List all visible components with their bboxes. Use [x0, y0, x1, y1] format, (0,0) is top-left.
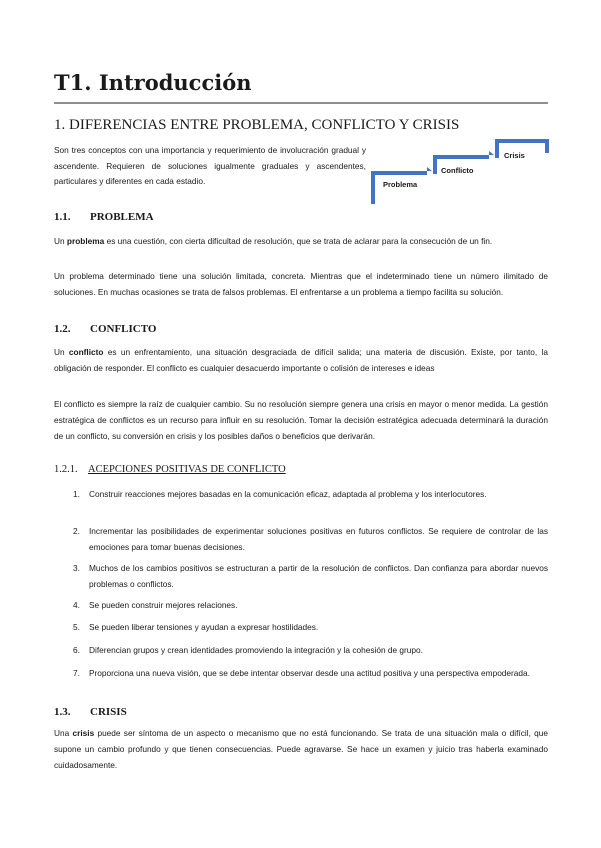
section-heading-problema: [54, 211, 154, 223]
list-number: 1.: [73, 489, 80, 499]
list-number: 7.: [73, 668, 80, 678]
list-number: 2.: [73, 526, 80, 536]
section-title: CRISIS: [90, 706, 127, 718]
conflicto-paragraph-2: El conflicto es siempre la raíz de cualquier cambio. Su no resolución siempre genera una crisis en mayor o menor medida. La gestión estratégica de conflictos es un recurso para influir en su resolución. Tomar la decisión estratégica adecuada determinará la duración de un conflicto, su conversión en crisis y los posibles daños o beneficios que derivarán.: [54, 399, 548, 442]
list-number: 5.: [73, 622, 80, 632]
problema-paragraph-1: [54, 233, 548, 249]
crisis-paragraph-1: [54, 725, 548, 774]
list-text: Se pueden liberar tensiones y ayudan a expresar hostilidades.: [89, 622, 319, 632]
text-run: es un enfrentamiento, una situación desgraciada de difícil salida; una materia de discusión. Existe, por tanto, la obligación de responder. El conflicto es cualquier desacuerdo importante o colisión de intereses e ideas: [54, 347, 548, 374]
title-divider: [54, 102, 548, 104]
diagram-label-crisis: Crisis: [504, 151, 525, 160]
section-title: ACEPCIONES POSITIVAS DE CONFLICTO: [88, 464, 286, 475]
section-title: PROBLEMA: [90, 211, 154, 223]
text-run: puede ser síntoma de un aspecto o mecanismo que no está funcionando. Se trata de una situación mala o difícil, que supone un cambio profundo y que tienen consecuencias. Puede agravarse. Se hace un examen y juicio tras haberla examinado cuidadosamente.: [54, 728, 548, 771]
list-text: Muchos de los cambios positivos se estructuran a partir de la resolución de conflictos. Dan confianza para abordar nuevos problemas o conflictos.: [89, 563, 548, 589]
conflicto-paragraph-1: [54, 344, 548, 376]
section-number: 1.3.: [54, 706, 71, 718]
problema-paragraph-2: Un problema determinado tiene una solución limitada, concreta. Mientras que el indeterminado tiene un número ilimitado de soluciones. En muchas ocasiones se trata de falsos problemas. El enfrentarse a un problema a tiempo facilita su solución.: [54, 271, 548, 298]
list-number: 6.: [73, 645, 80, 655]
section-number: 1.2.1.: [54, 464, 78, 475]
section-heading-1: 1. DIFERENCIAS ENTRE PROBLEMA, CONFLICTO Y CRISIS: [54, 117, 460, 133]
list-number: 3.: [73, 563, 80, 573]
term-conflicto: conflicto: [68, 347, 104, 357]
diagram-label-problema: Problema: [383, 180, 418, 189]
list-text: Proporciona una nueva visión, que se debe intentar observar desde una actitud positiva y una perspectiva empoderada.: [89, 668, 530, 678]
page-title: T1. Introducción: [54, 70, 252, 95]
list-text: Se pueden construir mejores relaciones.: [89, 600, 238, 610]
section-number: 1.2.: [54, 323, 71, 335]
list-text: Diferencian grupos y crean identidades promoviendo la integración y la cohesión de grupo.: [89, 645, 423, 655]
list-number: 4.: [73, 600, 80, 610]
intro-paragraph: Son tres conceptos con una importancia y requerimiento de involucración gradual y ascendente. Requieren de soluciones igualmente graduales y ascendentes, particulares y diferentes en cada estadio.: [54, 145, 366, 187]
text-run: Una: [54, 728, 73, 738]
section-title: CONFLICTO: [90, 323, 157, 335]
section-number: 1.1.: [54, 211, 71, 223]
list-text: Construir reacciones mejores basadas en la comunicación eficaz, adaptada al problema y los interlocutores.: [89, 489, 487, 499]
section-heading-conflicto: [54, 323, 156, 335]
text-run: Un: [54, 236, 67, 246]
term-problema: problema: [66, 236, 105, 246]
section-heading-acepciones: [54, 464, 286, 475]
staircase-diagram: [371, 139, 551, 205]
diagram-label-conflicto: Conflicto: [441, 166, 474, 175]
stair-step-crisis: [495, 139, 549, 160]
stair-step-conflicto: [433, 151, 494, 175]
stair-step-problema: [371, 167, 432, 204]
text-run: Un: [54, 347, 69, 357]
text-run: es una cuestión, con cierta dificultad de resolución, que se trata de aclarar para la consecución de un fin.: [104, 236, 493, 246]
term-crisis: crisis: [72, 728, 95, 738]
list-text: Incrementar las posibilidades de experimentar soluciones positivas en futuros conflictos. Se requiere de controlar de las emociones para tomar buenas decisiones.: [89, 526, 548, 552]
section-heading-crisis: [54, 706, 127, 718]
